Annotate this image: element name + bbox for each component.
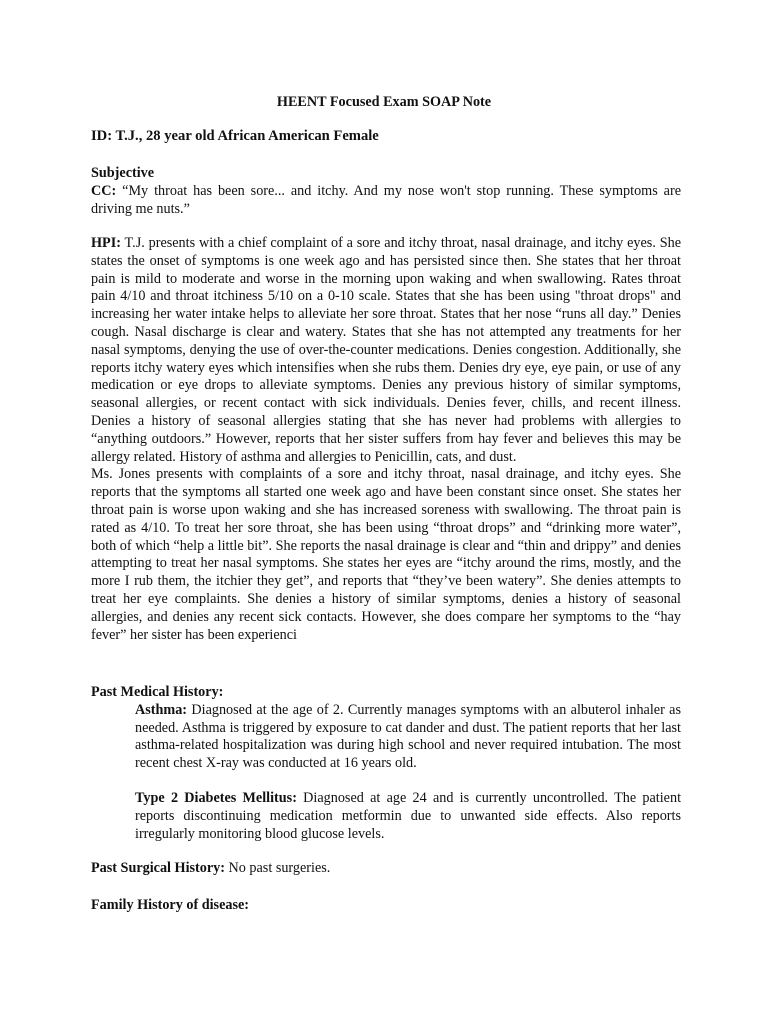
psh-section [91,860,681,878]
hpi-section [91,235,681,644]
psh-label: Past Surgical History: [91,860,225,876]
patient-id-line: ID: T.J., 28 year old African American Female [91,128,379,144]
cc-text: “My throat has been sore... and itchy. And my nose won't stop running. These symptoms are driving me nuts.” [91,182,681,217]
document-title: HEENT Focused Exam SOAP Note [276,94,492,110]
hpi-label: HPI: [91,235,121,251]
asthma-text: Diagnosed at the age of 2. Currently manages symptoms with an albuterol inhaler as needed. Asthma is triggered by exposure to cat dander and dust. The patient reports that her last asthma-related hospitalization was during high school and never required intubation. The most recent chest X-ray was conducted at 16 years old. [135,701,681,772]
hpi-text-1: T.J. presents with a chief complaint of a sore and itchy throat, nasal drainage, and itchy eyes. She states the onset of symptoms is one week ago and has persisted since then. She states that her throat pain is mild to moderate and worse in the morning upon waking and when swallowing. Rates throat pain 4/10 and throat itchiness 5/10 on a 0-10 scale. States that she has been using "throat drops" and increasing her water intake helps to alleviate her sore throat. States that her nose “runs all day.” Denies cough. Nasal discharge is clear and watery. States that she has not attempted any treatments for her nasal symptoms, denying the use of over-the-counter medications. Denies congestion. Additionally, she reports itchy watery eyes which intensifies when she rubs them. Denies dry eye, eye pain, or use of any medication or eye drops to alleviate symptoms. Denies any previous history of similar symptoms, seasonal allergies, or recent contact with sick individuals. Denies fever, chills, and recent illness. Denies a history of seasonal allergies stating that she has never had problems with allergies to “anything outdoors.” However, reports that her sister suffers from hay fever and believes this may be allergy related. History of asthma and allergies to Penicillin, cats, and dust. [91,235,681,465]
psh-text: No past surgeries. [224,860,331,876]
hpi-paragraph-2: Ms. Jones presents with complaints of a sore and itchy throat, nasal drainage, and itchy eyes. She reports that the symptoms all started one week ago and have been constant since onset. She states her throat pain is worse upon waking and she has increased soreness with swallowing. The throat pain is rated as 4/10. To treat her sore throat, she has been using “throat drops” and “drinking more water”, both of which “help a little bit”. She reports the nasal drainage is clear and “thin and drippy” and denies attempting to treat her nasal symptoms. She states her eyes are “itchy around the rims, mostly, and the more I rub them, the itchier they get”, and reports that “they’ve been watery”. She denies attempts to treat her eye complaints. She denies a history of similar symptoms, denies a history of seasonal allergies, and denies any recent sick contacts. However, she does compare her symptoms to the “hay fever” her sister has been experienci [91,466,681,643]
asthma-label: Asthma: [135,701,188,718]
hpi-paragraph-1 [91,235,681,466]
diabetes-label: Type 2 Diabetes Mellitus: [135,789,297,806]
pmh-section [91,684,681,843]
asthma-paragraph [135,702,681,773]
psh-line [91,860,681,878]
subjective-section [91,165,681,218]
diabetes-text: Diagnosed at age 24 and is currently uncontrolled. The patient reports discontinuing medication metformin due to unwanted side effects. Also reports irregularly monitoring blood glucose levels. [135,789,682,842]
cc-label: CC: [91,182,117,199]
family-history-section [91,897,681,915]
pmh-heading: Past Medical History: [91,684,224,700]
chief-complaint [91,183,681,219]
spacer [91,773,681,790]
diabetes-paragraph [135,790,681,843]
family-history-heading: Family History of disease: [91,897,250,913]
subjective-heading: Subjective [91,165,155,181]
